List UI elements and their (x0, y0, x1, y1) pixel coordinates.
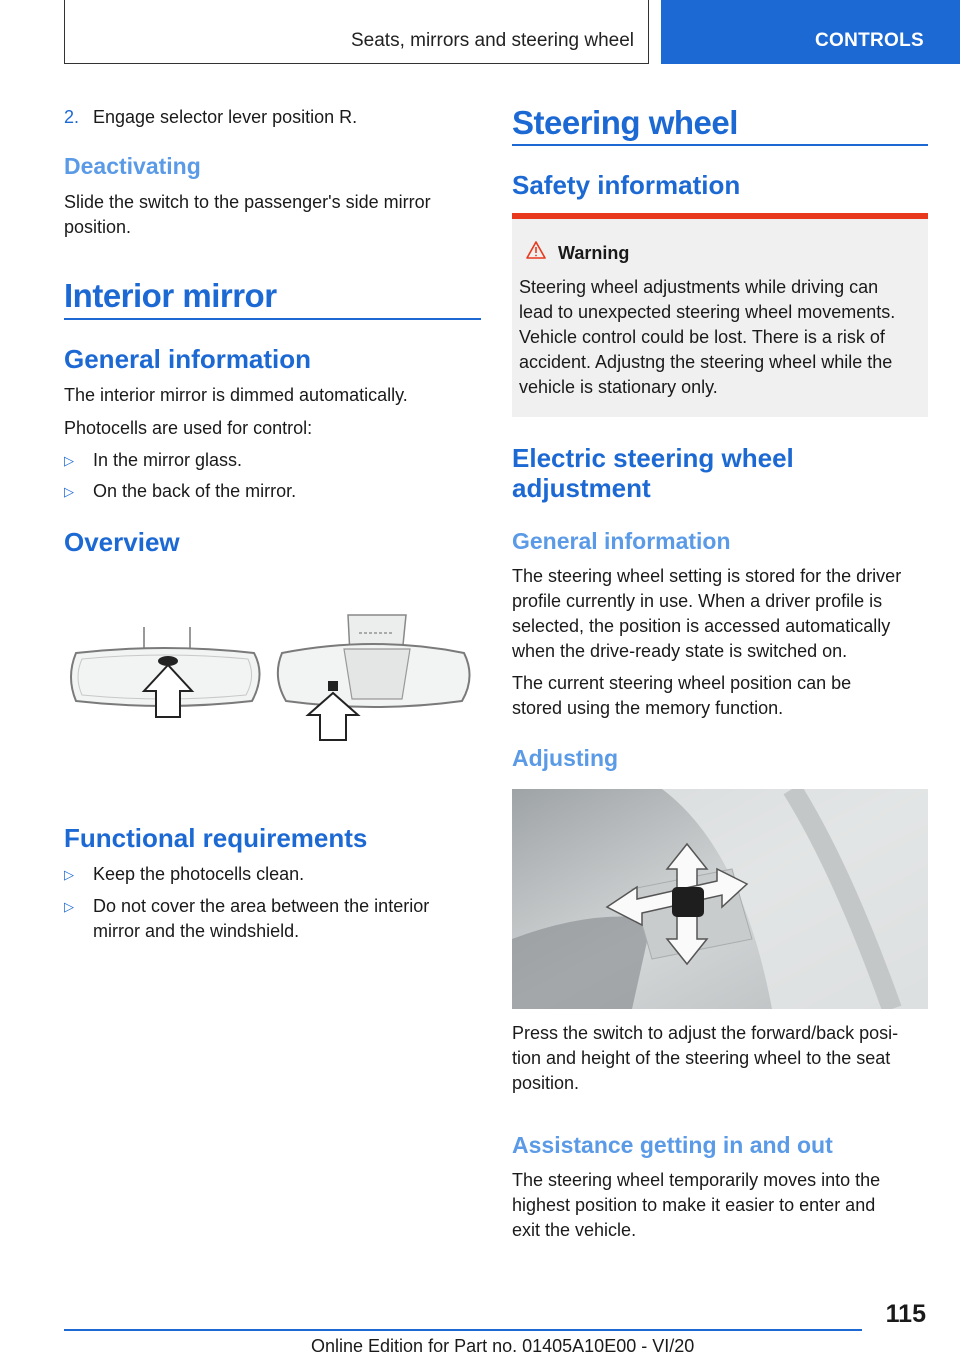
electric-steering-heading-line-2: adjustment (512, 473, 651, 503)
memory-line: The current steering wheel position can be (512, 673, 852, 693)
interior-mirror-heading: Interior mirror (64, 277, 277, 314)
general-line: profile currently in use. When a driver profile is (512, 591, 883, 611)
mirror-overview-illustration (64, 605, 484, 750)
list-item (64, 894, 484, 944)
steering-adjust-photo (512, 789, 928, 1009)
deactivating-heading: Deactivating (64, 153, 201, 179)
header-tab-label: CONTROLS (815, 30, 925, 51)
memory-line: stored using the memory function. (512, 698, 784, 718)
general-line: selected, the position is accessed automatically (512, 616, 891, 636)
list-item (64, 448, 484, 473)
general-information-heading: General information (64, 344, 312, 374)
footer-rule (64, 1329, 862, 1331)
warning-title: Warning (558, 243, 630, 263)
deactivating-line-2: position. (64, 217, 132, 237)
general-line: when the drive-ready state is switched on. (512, 641, 848, 661)
footer-edition-text: Online Edition for Part no. 01405A10E00 - VI/20 (311, 1336, 695, 1356)
press-line: position. (512, 1073, 580, 1093)
interior-mirror-rule (64, 318, 481, 320)
list-item-text: On the back of the mirror. (93, 481, 297, 501)
assistance-heading: Assistance getting in and out (512, 1132, 833, 1158)
warning-box (512, 213, 928, 417)
header-section-box (64, 0, 649, 64)
electric-steering-heading-line-1: Electric steering wheel (512, 443, 794, 473)
adjusting-heading: Adjusting (512, 745, 619, 771)
page-number: 115 (885, 1300, 926, 1328)
assist-line: The steering wheel temporarily moves into the (512, 1170, 881, 1190)
triangle-bullet-icon: ▷ (64, 899, 74, 914)
overview-heading: Overview (64, 527, 180, 557)
warning-line: vehicle is stationary only. (519, 377, 718, 397)
steering-wheel-rule (512, 144, 928, 146)
press-line: tion and height of the steering wheel to the seat (512, 1048, 891, 1068)
safety-information-heading: Safety information (512, 170, 741, 200)
steering-wheel-heading: Steering wheel (512, 104, 738, 141)
header-tab (661, 0, 960, 64)
general-line: The steering wheel setting is stored for the driver (512, 566, 902, 586)
general-information-heading-right: General information (512, 528, 731, 554)
general-info-p1: The interior mirror is dimmed automatically. (64, 385, 408, 405)
list-item-text: Keep the photocells clean. (93, 864, 305, 884)
assist-line: exit the vehicle. (512, 1220, 637, 1240)
step-2-text: Engage selector lever position R. (93, 107, 358, 127)
assist-line: highest position to make it easier to enter and (512, 1195, 876, 1215)
list-item (64, 479, 484, 504)
warning-line: Steering wheel adjustments while driving can (519, 277, 879, 297)
deactivating-line-1: Slide the switch to the passenger's side mirror (64, 192, 431, 212)
triangle-bullet-icon: ▷ (64, 484, 74, 499)
warning-line: lead to unexpected steering wheel movements. (519, 302, 896, 322)
step-2-number: 2. (64, 107, 80, 127)
list-item-text: In the mirror glass. (93, 450, 243, 470)
warning-triangle-icon (526, 241, 546, 259)
warning-line: Vehicle control could be lost. There is a risk of (519, 327, 885, 347)
list-item-text: mirror and the windshield. (93, 921, 300, 941)
list-item-text: Do not cover the area between the interior (93, 896, 430, 916)
list-item (64, 862, 484, 887)
triangle-bullet-icon: ▷ (64, 453, 74, 468)
functional-requirements-heading: Functional requirements (64, 823, 368, 853)
header-section-title: Seats, mirrors and steering wheel (350, 30, 634, 51)
press-line: Press the switch to adjust the forward/back posi‐ (512, 1023, 899, 1043)
general-info-p2: Photocells are used for control: (64, 418, 313, 438)
triangle-bullet-icon: ▷ (64, 867, 74, 882)
warning-line: accident. Adjustng the steering wheel while the (519, 352, 893, 372)
